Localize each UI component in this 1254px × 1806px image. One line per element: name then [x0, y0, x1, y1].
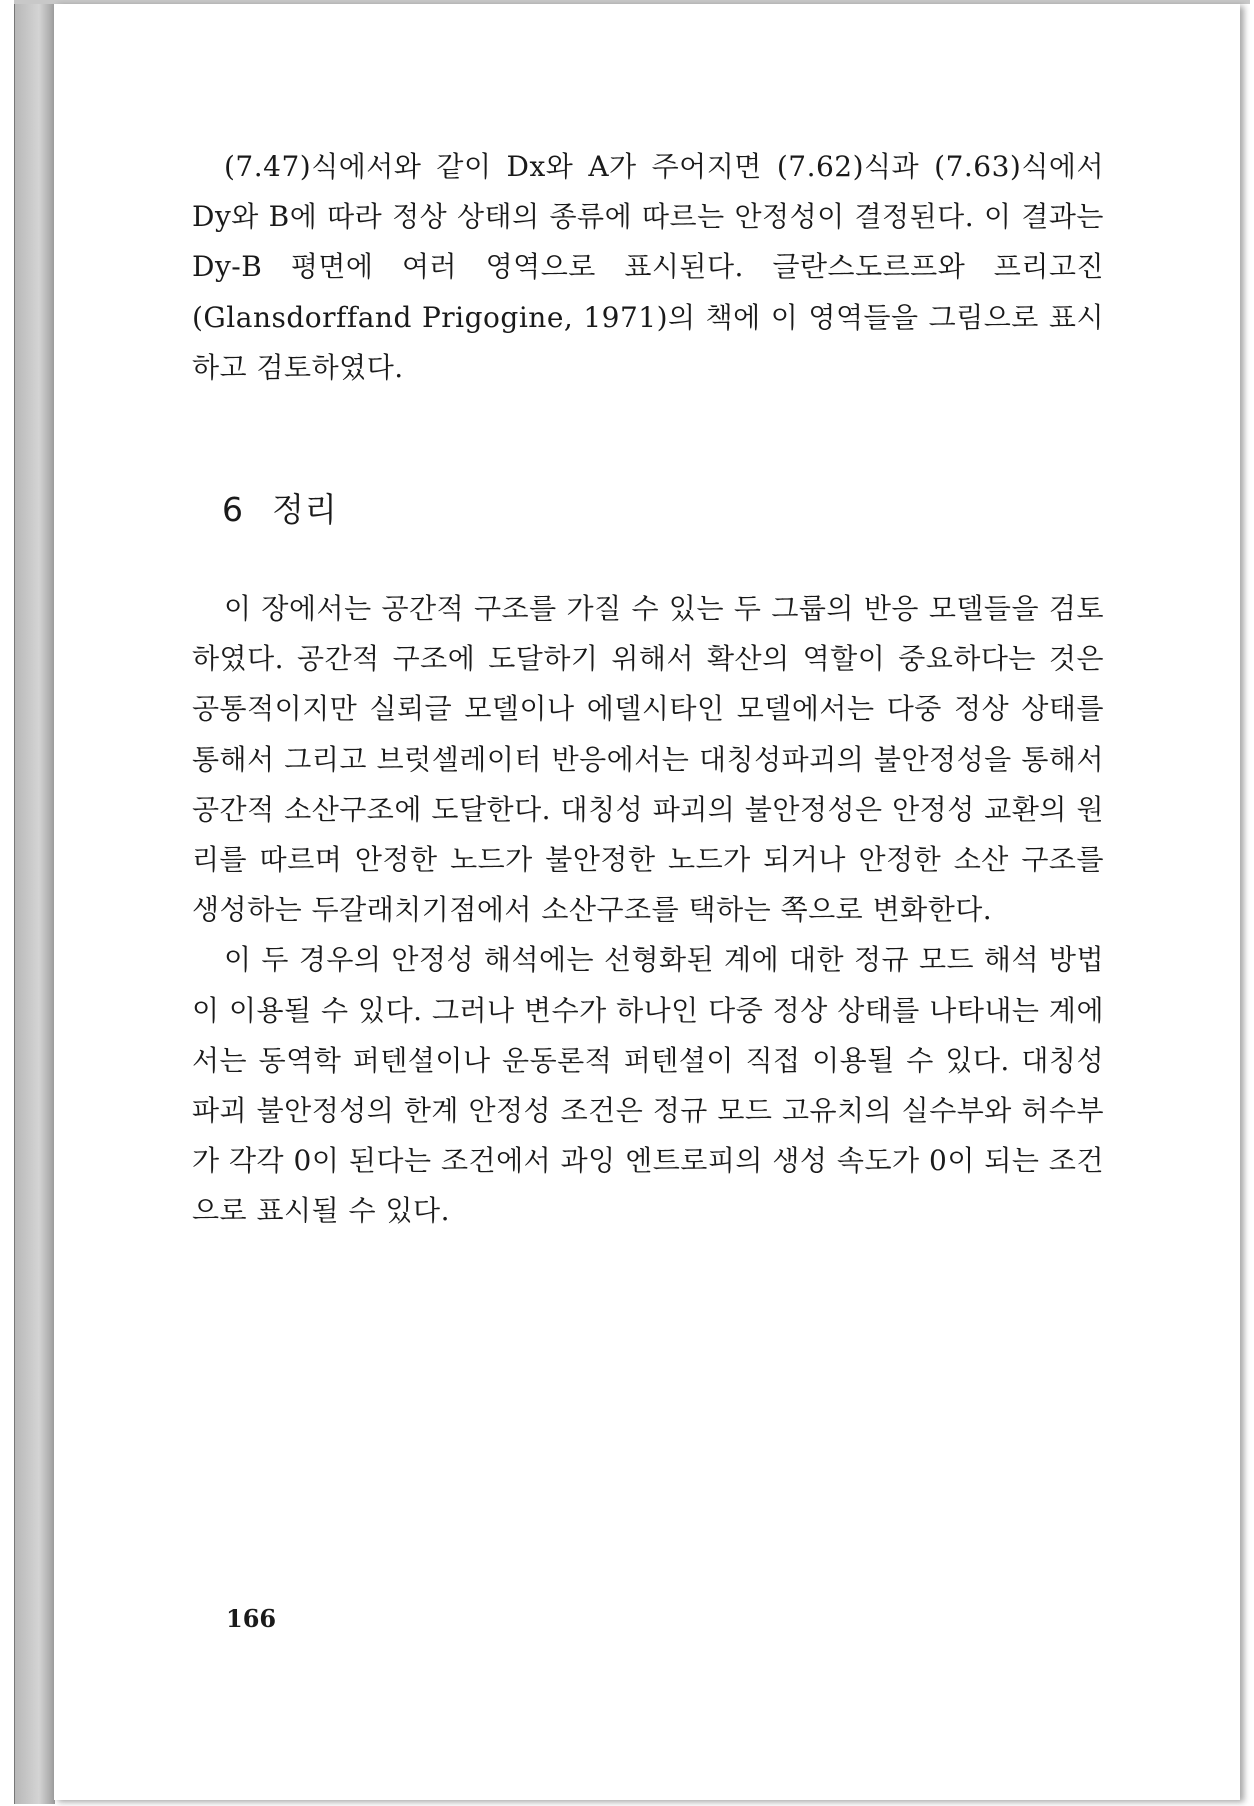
summary-paragraph-1: 이 장에서는 공간적 구조를 가질 수 있는 두 그룹의 반응 모델들을 검토하였다. 공간적 구조에 도달하기 위해서 확산의 역할이 중요하다는 것은 공통적이지만 실뢰글 모델이나 에델시타인 모델에서는 다중 정상 상태를 통해서 그리고 브럿셀레이터 반응에서는 대칭성파괴의 불안정성을 통해서 공간적 소산구조에 도달한다. 대칭성 파괴의 불안정성은 안정성 교환의 원리를 따르며 안정한 노드가 불안정한 노드가 되거나 안정한 소산 구조를 생성하는 두갈래치기점에서 소산구조를 택하는 쪽으로 변화한다. — [192, 592, 1104, 927]
summary-text — [192, 584, 1104, 1237]
section-title: 정리 — [272, 490, 338, 529]
summary-paragraph-2: 이 두 경우의 안정성 해석에는 선형화된 계에 대한 정규 모드 해석 방법이 이용될 수 있다. 그러나 변수가 하나인 다중 정상 상태를 나타내는 계에서는 동역학 퍼텐셜이나 운동론적 퍼텐셜이 직접 이용될 수 있다. 대칭성 파괴 불안정성의 한계 안정성 조건은 정규 모드 고유치의 실수부와 허수부가 각각 0이 된다는 조건에서 과잉 엔트로피의 생성 속도가 0이 되는 조건으로 표시될 수 있다. — [192, 943, 1105, 1228]
section-number: 6 — [222, 490, 244, 529]
page-number: 166 — [226, 1604, 277, 1633]
section-heading — [222, 484, 338, 531]
book-spine — [14, 4, 55, 1804]
intro-text — [192, 142, 1104, 393]
intro-paragraph: (7.47)식에서와 같이 Dx와 A가 주어지면 (7.62)식과 (7.63)식에서 Dy와 B에 따라 정상 상태의 종류에 따르는 안정성이 결정된다. 이 결과는 Dy-B 평면에 여러 영역으로 표시된다. 글란스도르프와 프리고진(Glansdorffand Prigogine, 1971)의 책에 이 영역들을 그림으로 표시하고 검토하였다. — [192, 150, 1104, 384]
